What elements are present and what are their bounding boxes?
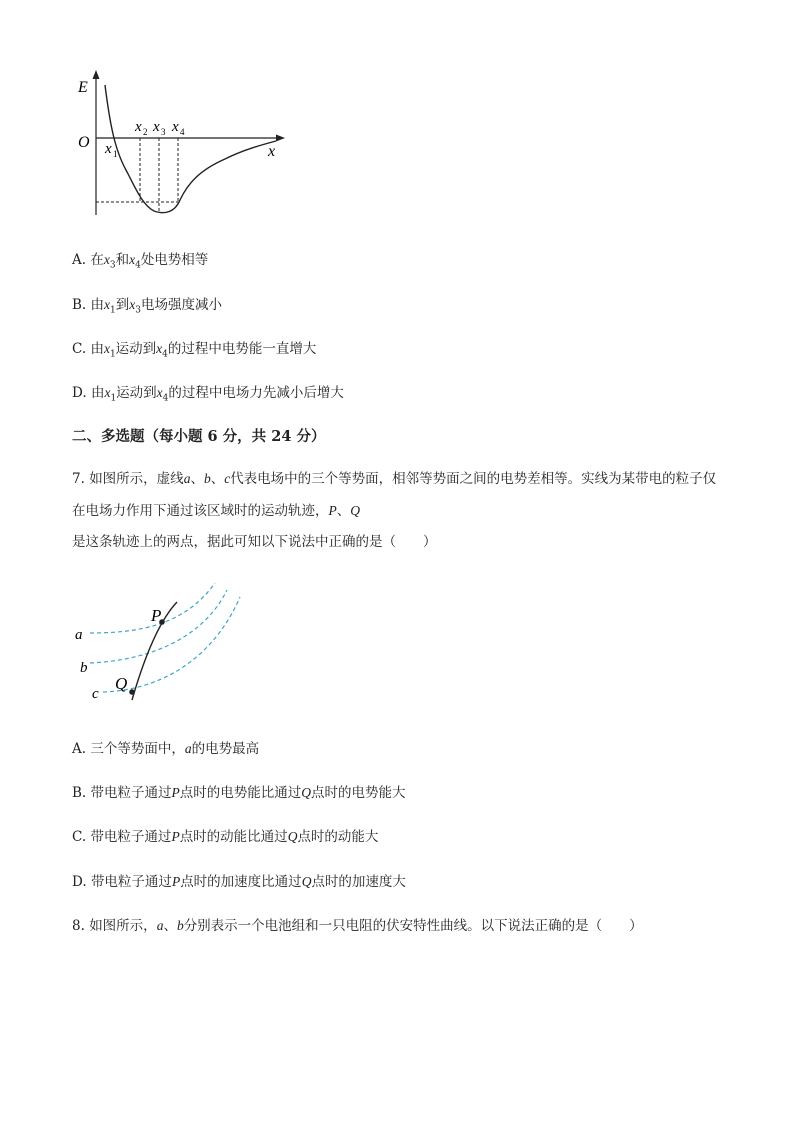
svg-text:x: x: [105, 141, 112, 157]
svg-text:2: 2: [143, 127, 148, 137]
svg-text:x: x: [172, 119, 179, 135]
y-axis-arrow: [93, 70, 100, 79]
q6-option-c[interactable]: C. 由$x_1$运动到$x_4$的过程中电势能一直增大: [72, 341, 317, 360]
q6-option-a[interactable]: A. 在$x_3$和$x_4$处电势相等: [72, 252, 209, 271]
label-b: b: [80, 660, 88, 676]
label-p: P: [151, 606, 162, 625]
x4-label: [171, 119, 185, 137]
q7-option-c[interactable]: C. 带电粒子通过P点时的动能比通过Q点时的动能大: [72, 829, 379, 845]
equipotential-figure: [65, 575, 255, 710]
svg-text:3: 3: [161, 127, 166, 137]
y-axis-label: E: [78, 79, 88, 96]
energy-curve: [105, 85, 276, 213]
q7-option-d[interactable]: D. 带电粒子通过P点时的加速度比通过Q点时的加速度大: [72, 874, 406, 890]
svg-text:x: x: [135, 119, 142, 135]
label-c: c: [92, 686, 99, 702]
svg-text:4: 4: [180, 127, 185, 137]
section-title: 二、多选题（每小题 6 分，共 24 分）: [72, 428, 326, 445]
equipotential-line-b: [90, 590, 227, 663]
point-q: [129, 689, 135, 695]
label-a: a: [75, 627, 83, 643]
energy-position-graph: [60, 65, 300, 225]
svg-text:1: 1: [113, 149, 118, 159]
x-axis-arrow: [276, 135, 285, 142]
q6-option-d[interactable]: D. 由$x_1$运动到$x_4$的过程中电场力先减小后增大: [72, 385, 344, 404]
svg-text:x: x: [153, 119, 160, 135]
label-q: Q: [115, 674, 128, 693]
question-7: 7. 如图所示，虚线a、b、c代表电场中的三个等势面，相邻等势面之间的电势差相等。实线为某带电的粒子仅在电场力作用下通过该区域时的运动轨迹，P、Q是这条轨迹上的两点，据此可知以下说法中正确的是（ ）: [72, 471, 717, 550]
x2-label: [134, 119, 148, 137]
x3-label: [152, 119, 166, 137]
origin-label: O: [78, 134, 90, 151]
q7-option-b[interactable]: B. 带电粒子通过P点时的电势能比通过Q点时的电势能大: [72, 785, 406, 801]
x-axis-label: x: [268, 143, 276, 160]
q6-option-b[interactable]: B. 由$x_1$到$x_3$电场强度减小: [72, 297, 222, 316]
question-8: 8. 如图所示，a、b分别表示一个电池组和一只电阻的伏安特性曲线。以下说法正确的是（ ）: [72, 918, 643, 934]
q7-option-a[interactable]: A. 三个等势面中，a的电势最高: [72, 741, 260, 757]
